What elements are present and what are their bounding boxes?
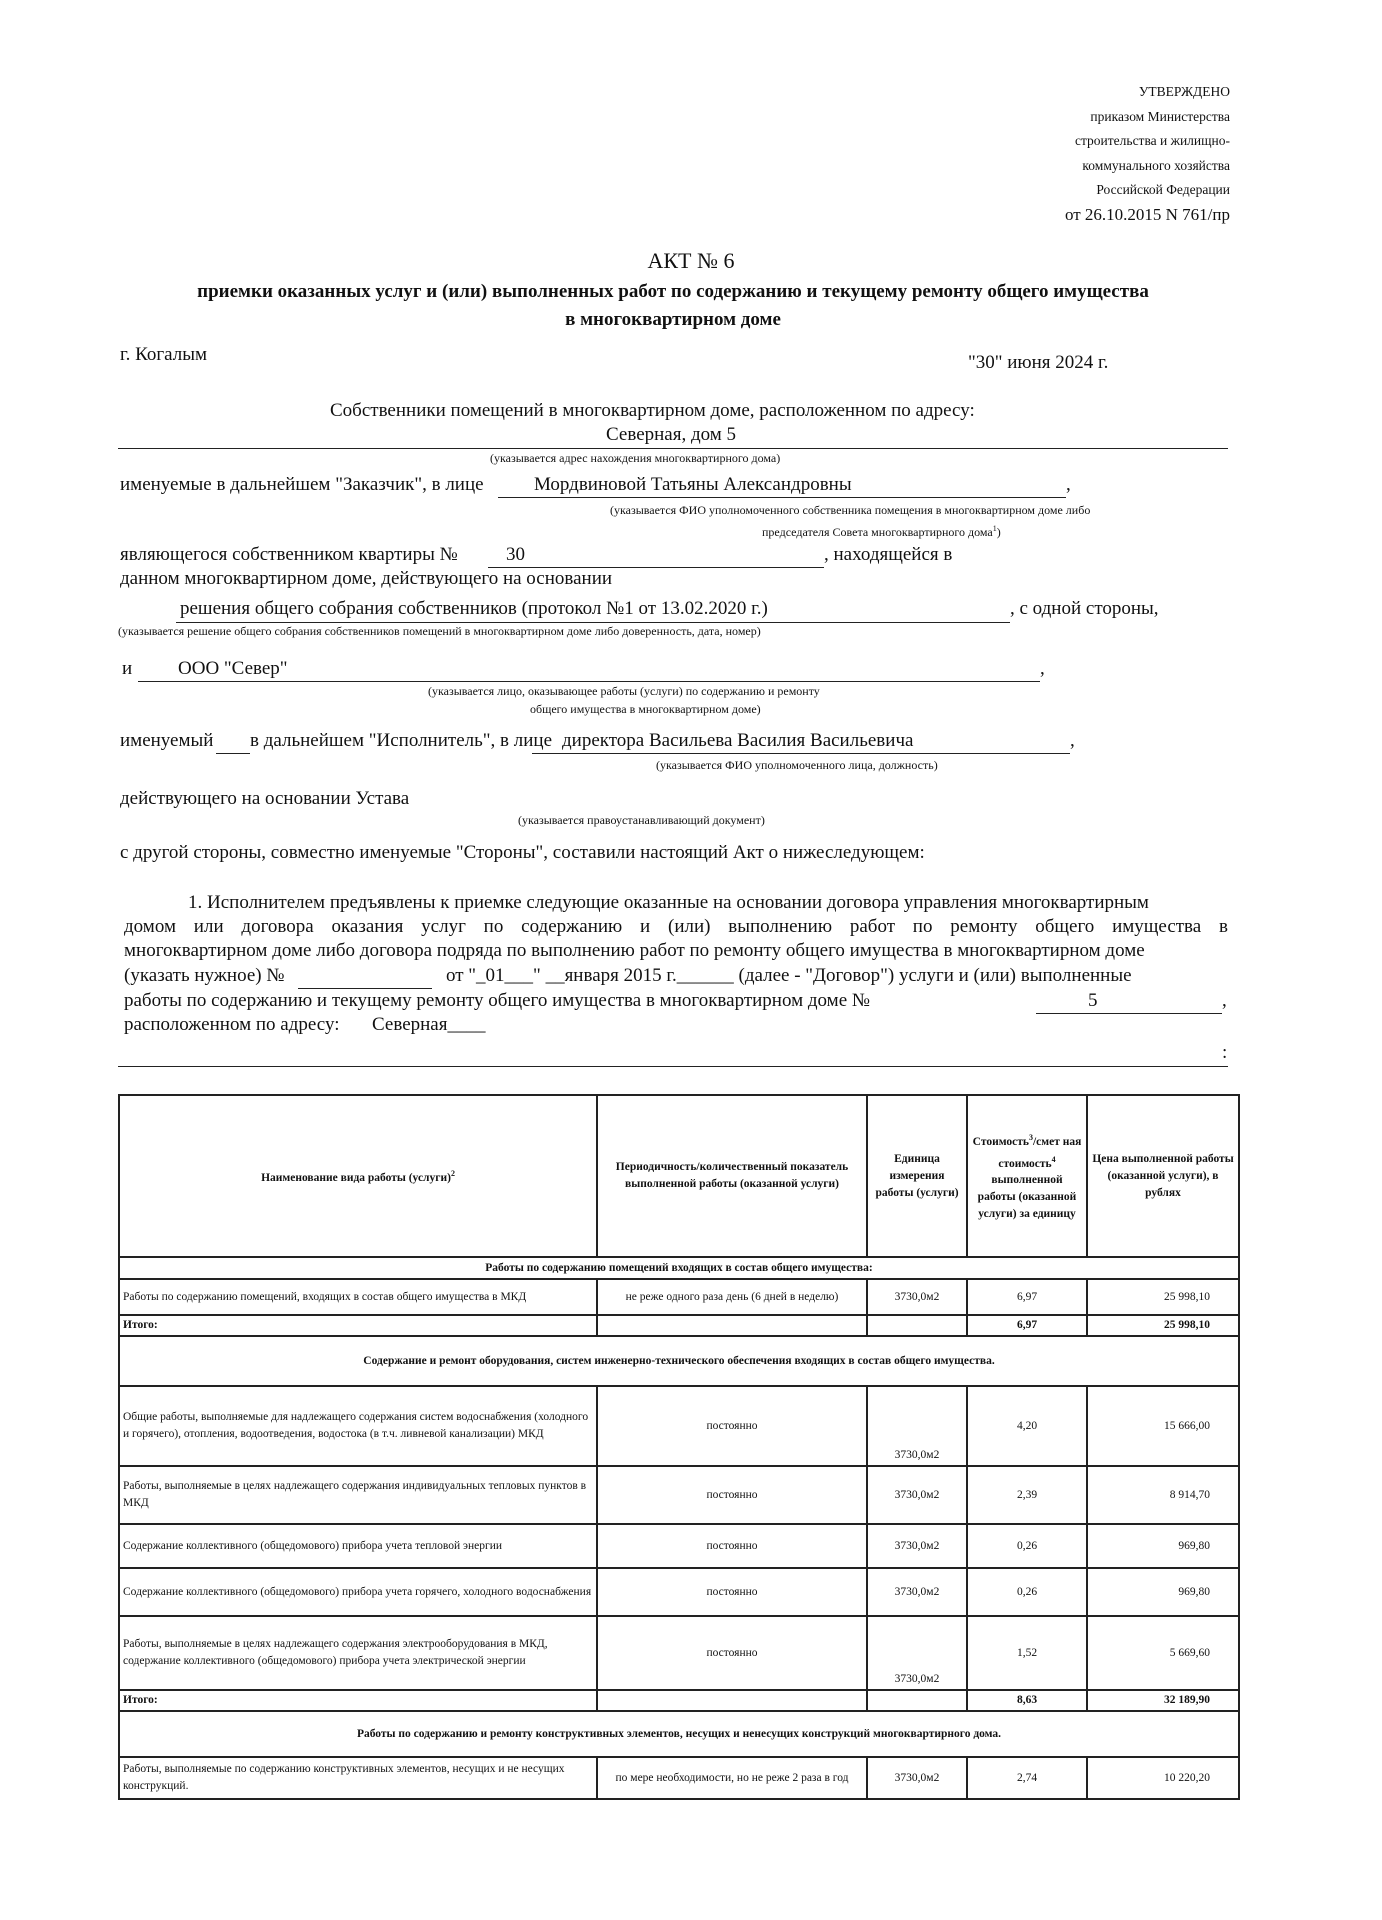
row-period: постоянно [597,1524,867,1568]
document-subtitle [118,278,1228,334]
total-price: 25 998,10 [1087,1315,1239,1336]
row-unit: 3730,0м2 [867,1524,967,1568]
row-period: постоянно [597,1616,867,1690]
p1-line-6b: Северная____ [372,1014,486,1035]
header-period: Периодичность/количественный показатель выполненной работы (оказанной услуги) [597,1095,867,1257]
row-unit: 3730,0м2 [867,1279,967,1315]
table-row [119,1524,1239,1568]
services-table [118,1094,1240,1800]
row-unit: 3730,0м2 [867,1757,967,1799]
executor-underline [532,753,1070,754]
apartment-suffix: , находящейся в [824,544,953,565]
row-name: Работы по содержанию помещений, входящих в состав общего имущества в МКД [119,1279,597,1315]
total-label: Итого: [119,1315,597,1336]
row-unit: 3730,0м2 [867,1568,967,1616]
row-name: Содержание коллективного (общедомового) прибора учета горячего, холодного водоснабжения [119,1568,597,1616]
row-unit: 3730,0м2 [867,1386,967,1466]
house-number-underline [1036,1013,1222,1014]
section-2-title: Содержание и ремонт оборудования, систем инженерно-технического обеспечения входящих в состав общего имущества. [119,1336,1239,1386]
row-period: постоянно [597,1386,867,1466]
p1-line-1: 1. Исполнителем предъявлены к приемке следующие оказанные на основании договора управления многоквартирным [188,892,1149,913]
approval-line-4: коммунального хозяйства [1082,157,1230,173]
address-line-underline [118,1066,1228,1067]
executor-name: директора Васильева Василия Васильевича [562,730,914,751]
total-price: 32 189,90 [1087,1690,1239,1711]
and-word: и [122,658,133,679]
contract-number-underline [298,988,432,989]
p1-line-6a: расположенном по адресу: [124,1014,340,1035]
basis-document: решения общего собрания собственников (протокол №1 от 13.02.2020 г.) [180,598,768,619]
contractor-note-2: общего имущества в многоквартирном доме) [530,702,761,716]
address-value: Северная, дом 5 [606,424,737,445]
row-name: Работы, выполняемые в целях надлежащего содержания электрооборудования в МКД, содержание коллективного (общедомового) прибора учета электрической энергии [119,1616,597,1690]
row-price: 8 914,70 [1087,1466,1239,1524]
row-unit: 3730,0м2 [867,1466,967,1524]
approval-line-1: УТВЕРЖДЕНО [1138,84,1230,99]
approval-stamp-block [1065,80,1230,227]
contractor-name: ООО "Север" [178,658,288,679]
p1-house-number: 5 [1088,990,1098,1011]
row-cost: 1,52 [967,1616,1087,1690]
subtitle-line-2: в многоквартирном доме [565,309,781,330]
approval-line-5: Российской Федерации [1096,182,1230,197]
row-cost: 0,26 [967,1568,1087,1616]
row-price: 25 998,10 [1087,1279,1239,1315]
row-name: Работы, выполняемые в целях надлежащего содержания индивидуальных тепловых пунктов в МКД [119,1466,597,1524]
customer-note-1: (указывается ФИО уполномоченного собственника помещения в многоквартирном доме либо [610,503,1091,517]
acting-basis: действующего на основании Устава [120,788,410,809]
footnote-3-mark: 3 [1028,1132,1033,1142]
approval-order-number: от 26.10.2015 N 761/пр [1064,204,1230,224]
row-name: Общие работы, выполняемые для надлежащего содержания систем водоснабжения (холодного и горячего), отопления, водоотведения, водостока (в т.ч. ливневой канализации) МКД [119,1386,597,1466]
row-cost: 6,97 [967,1279,1087,1315]
total-cost: 6,97 [967,1315,1087,1336]
row-cost: 0,26 [967,1524,1087,1568]
row-price: 5 669,60 [1087,1616,1239,1690]
customer-underline [498,497,1066,498]
customer-note-2: председателя Совета многоквартирного дома$^1$) [762,524,1001,539]
p1-line-4b: от "_01___" __января 2015 г.______ (далее - "Договор") услуги и (или) выполненные [446,965,1132,986]
document-title: АКТ № 6 [647,248,735,273]
apartment-prefix: являющегося собственником квартиры № [120,544,458,565]
subtitle-line-1: приемки оказанных услуг и (или) выполненных работ по содержанию и текущему ремонту общего имущества [197,281,1149,302]
basis-note: (указывается решение общего собрания собственников помещений в многоквартирном доме либо доверенность, дата, номер) [118,624,761,638]
apartment-number: 30 [506,544,525,565]
row-price: 10 220,20 [1087,1757,1239,1799]
table-row [119,1386,1239,1466]
executor-prefix: именуемый [120,730,214,751]
footnote-4-mark: 4 [1051,1154,1056,1164]
address-underline [118,448,1228,449]
section-1-title: Работы по содержанию помещений входящих в состав общего имущества: [119,1257,1239,1279]
table-header-row [119,1095,1239,1257]
executor-mid: в дальнейшем "Исполнитель", в лице [250,730,552,751]
row-price: 15 666,00 [1087,1386,1239,1466]
address-note: (указывается адрес нахождения многоквартирного дома) [490,451,781,465]
executor-gap-underline [216,753,250,754]
owners-line: Собственники помещений в многоквартирном доме, расположенном по адресу: [330,400,975,421]
row-price: 969,80 [1087,1524,1239,1568]
executor-note: (указывается ФИО уполномоченного лица, должность) [656,758,938,772]
customer-name: Мордвиновой Татьяны Александровны [534,474,852,495]
basis-underline [176,622,1010,623]
table-row [119,1757,1239,1799]
approval-line-2: приказом Министерства [1090,108,1230,124]
section-row [119,1257,1239,1279]
table-row [119,1279,1239,1315]
customer-note-2-text: председателя Совета многоквартирного дома [762,525,993,539]
header-cost-c: выполненной работы (оказанной услуги) за единицу [977,1174,1077,1221]
row-period: постоянно [597,1466,867,1524]
row-price: 969,80 [1087,1568,1239,1616]
row-unit: 3730,0м2 [867,1616,967,1690]
city: г. Когалым [120,344,208,365]
total-label: Итого: [119,1690,597,1711]
table-row [119,1568,1239,1616]
customer-prefix: именуемые в дальнейшем "Заказчик", в лице [120,474,484,495]
header-cost [967,1095,1087,1257]
header-name [119,1095,597,1257]
section-3-title: Работы по содержанию и ремонту конструктивных элементов, несущих и ненесущих конструкций многоквартирного дома. [119,1711,1239,1757]
header-cost-b: /смет ная стоимость [998,1135,1082,1170]
basis-line: данном многоквартирном доме, действующего на основании [120,568,613,589]
basis-suffix: , с одной стороны, [1010,598,1159,619]
header-name-text: Наименование вида работы (услуги) [261,1171,451,1184]
row-cost: 2,39 [967,1466,1087,1524]
p1-line-3: многоквартирном доме либо договора подряда по выполнению работ по ремонту общего имущества в многоквартирном доме [124,940,1145,961]
row-name: Работы, выполняемые по содержанию конструктивных элементов, несущих и не несущих конструкций. [119,1757,597,1799]
contractor-note-1: (указывается лицо, оказывающее работы (услуги) по содержанию и ремонту [428,684,820,698]
header-cost-a: Стоимость [972,1135,1029,1148]
colon: : [1222,1042,1228,1063]
table-row [119,1466,1239,1524]
row-cost: 4,20 [967,1386,1087,1466]
header-unit: Единица измерения работы (услуги) [867,1095,967,1257]
acting-note: (указывается правоустанавливающий документ) [518,813,765,827]
contractor-underline [138,681,1040,682]
approval-line-3: строительства и жилищно- [1075,133,1230,148]
row-period: не реже одного раза день (6 дней в неделю) [597,1279,867,1315]
table-row [119,1616,1239,1690]
total-row [119,1315,1239,1336]
section-row [119,1711,1239,1757]
footnote-1-mark: 1 [992,524,997,533]
section-row [119,1336,1239,1386]
row-cost: 2,74 [967,1757,1087,1799]
p1-line-2: домом или договора оказания услуг по содержанию и (или) выполнению работ по ремонту общего имущества в [124,916,1228,937]
parties-line: с другой стороны, совместно именуемые "Стороны", составили настоящий Акт о нижеследующем: [120,842,925,863]
row-period: постоянно [597,1568,867,1616]
p1-line-4a: (указать нужное) № [124,965,285,986]
footnote-2-mark: 2 [450,1169,455,1179]
total-cost: 8,63 [967,1690,1087,1711]
act-date: "30" июня 2024 г. [968,352,1109,373]
row-period: по мере необходимости, но не реже 2 раза в год [597,1757,867,1799]
p1-line-5a: работы по содержанию и текущему ремонту общего имущества в многоквартирном доме № [124,990,871,1011]
total-row [119,1690,1239,1711]
row-name: Содержание коллективного (общедомового) прибора учета тепловой энергии [119,1524,597,1568]
header-price: Цена выполненной работы (оказанной услуги), в рублях [1087,1095,1239,1257]
